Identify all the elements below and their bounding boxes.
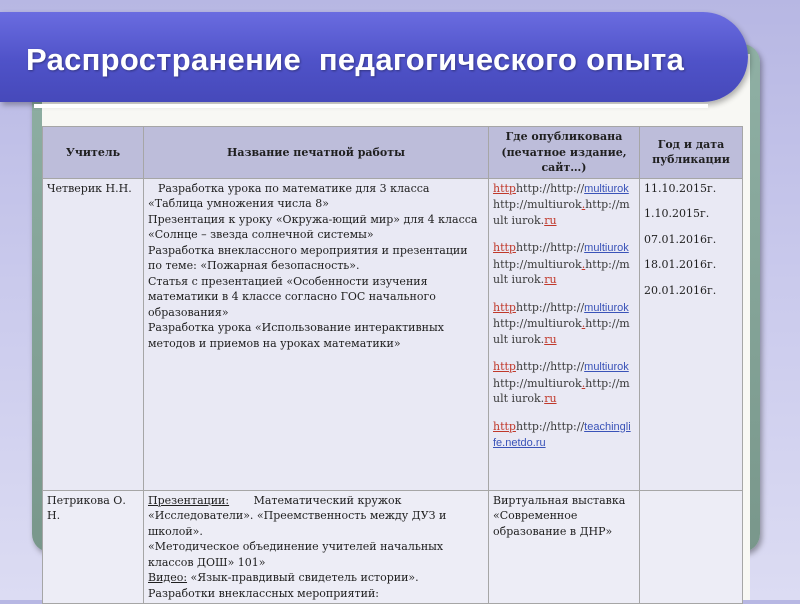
dates-list <box>640 178 743 490</box>
work-item: Статья с презентацией «Особенности изучения математики в 4 классе согласно ГОС начального образования» <box>148 274 436 319</box>
published-where: Виртуальная выставка «Современное образование в ДНР» <box>489 490 640 604</box>
work-item: Разработка урока «Использование интерактивных методов и приемов на уроках математики» <box>148 321 444 350</box>
publication-link[interactable]: httphttp://http://multiurok http://multiurok.http://mult iurok.ru <box>493 181 630 227</box>
work-item: Презентации: Математический кружок «Исследователи». «Преемственность между ДУЗ и школой». <box>148 493 447 538</box>
publication-date: 1.10.2015г. <box>644 207 710 220</box>
publication-link[interactable]: httphttp://http://multiurok http://multiurok.http://mult iurok.ru <box>493 360 630 405</box>
table-row <box>43 178 743 490</box>
teacher-name: Четверик Н.Н. <box>43 178 144 490</box>
publications-table <box>42 126 743 604</box>
header-date: Год и дата публикации <box>640 127 743 179</box>
publication-link[interactable]: httphttp://http://teachingli fe.netdo.ru <box>493 419 631 449</box>
publication-date: 07.01.2016г. <box>644 232 717 246</box>
work-item: Разработка урока по математике для 3 класса «Таблица умножения числа 8» <box>148 181 430 210</box>
links-list <box>489 178 640 490</box>
works-list <box>144 178 489 490</box>
table-row <box>43 490 743 604</box>
page-title: Распространение педагогического опыта <box>26 42 685 77</box>
header-teacher: Учитель <box>43 127 144 179</box>
publication-date: 20.01.2016г. <box>644 283 717 297</box>
work-item: Презентация к уроку «Окружа-ющий мир» для 4 класса «Солнце – звезда солнечной системы» <box>148 212 478 241</box>
header-work-title: Название печатной работы <box>144 127 489 179</box>
publication-date <box>640 490 743 604</box>
publication-link[interactable]: httphttp://http://multiurok http://multiurok.http://mult iurok.ru <box>493 300 630 346</box>
work-item: Видео: «Язык-правдивый свидетель истории». <box>148 571 419 584</box>
work-item: Разработка внеклассного мероприятия и презентации по теме: «Пожарная безопасность». <box>148 243 468 272</box>
header-published-where: Где опубликована (печатное издание, сайт…) <box>489 127 640 179</box>
work-item: Разработки внеклассных мероприятий: <box>148 586 379 600</box>
publication-link[interactable]: httphttp://http://multiurok http://multiurok.http://mult iurok.ru <box>493 241 630 286</box>
teacher-name: Петрикова О. Н. <box>43 490 144 604</box>
title-underline <box>34 104 708 108</box>
publication-date: 18.01.2016г. <box>644 258 717 271</box>
works-list <box>144 490 489 604</box>
publication-date: 11.10.2015г. <box>644 181 717 195</box>
work-item: «Методическое объединение учителей начальных классов ДОШ» 101» <box>148 540 444 569</box>
table-header-row <box>43 127 743 179</box>
